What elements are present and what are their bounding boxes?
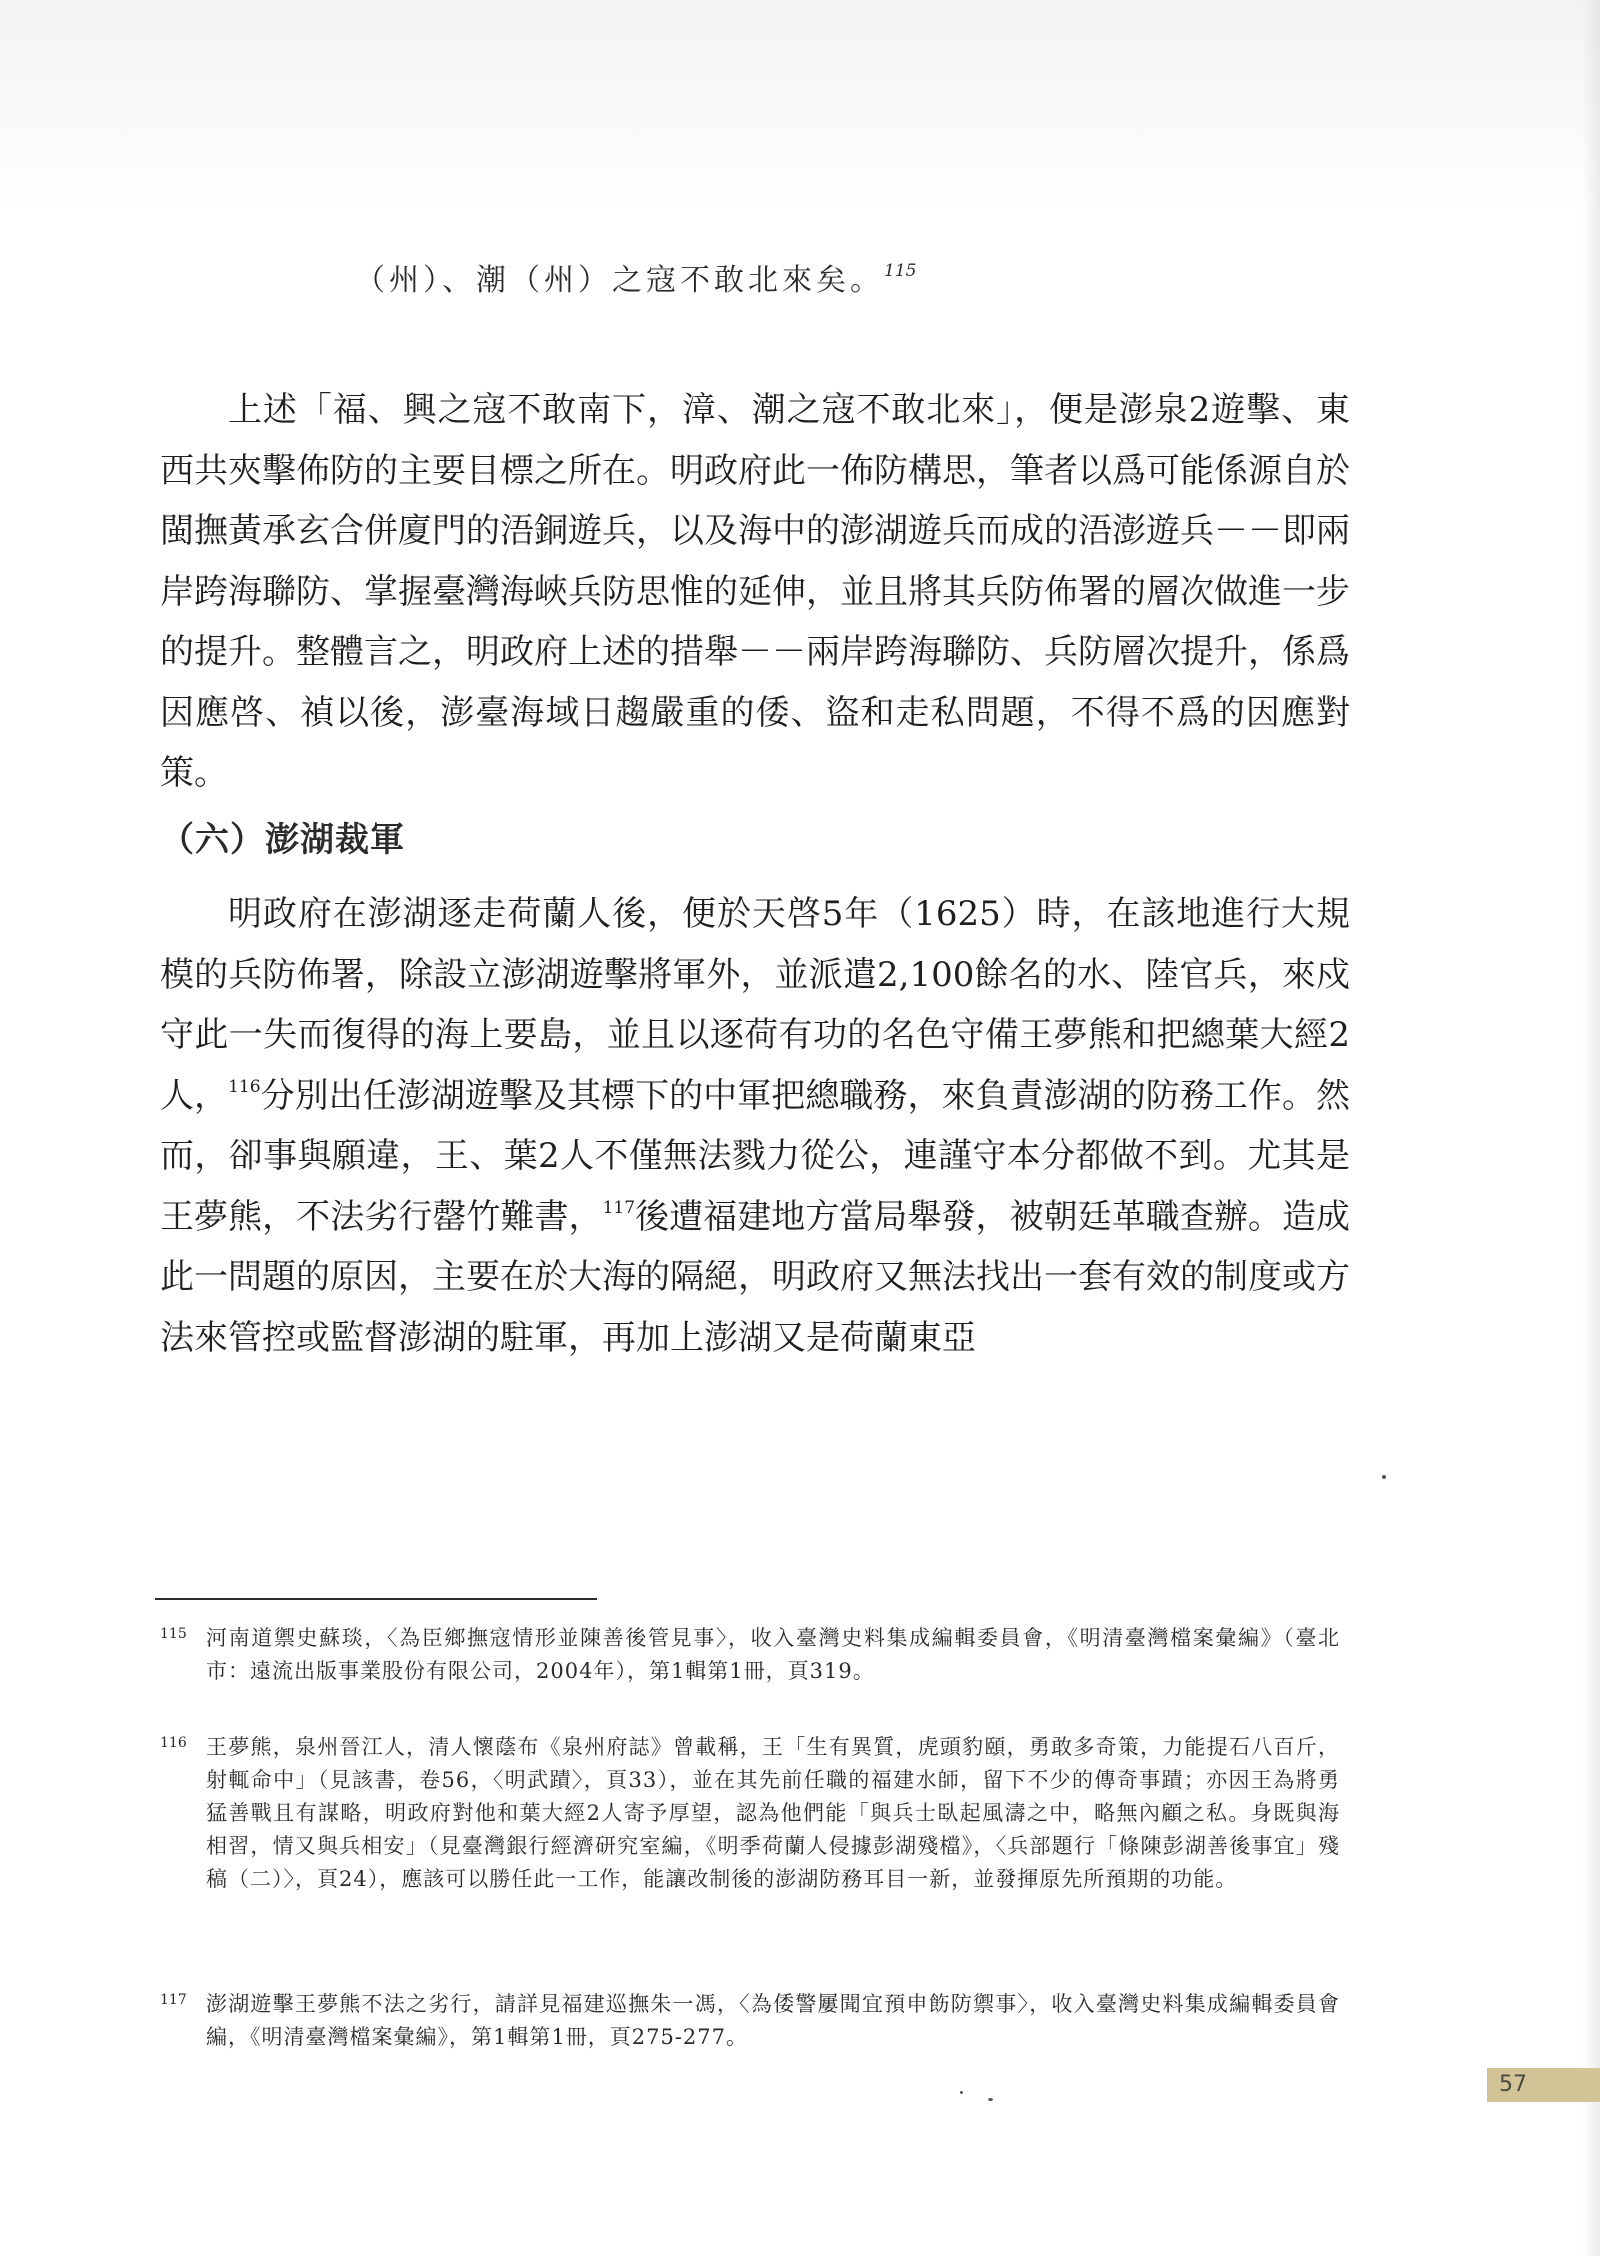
block-quote-ending xyxy=(355,255,916,299)
page-number-tab: 57 xyxy=(1487,2068,1600,2102)
footnote-115 xyxy=(160,1622,1340,1688)
body-paragraph-2 xyxy=(160,884,1350,1368)
footnote-text: 河南道禦史蘇琰，〈為臣鄉撫寇情形並陳善後管見事〉，收入臺灣史料集成編輯委員會，《明清臺灣檔案彙編》（臺北市：遠流出版事業股份有限公司，2004年），第1輯第1冊，頁319。 xyxy=(206,1626,1340,1683)
quote-text: （州）、潮（州）之寇不敢北來矣。 xyxy=(355,263,884,298)
footnote-text: 澎湖遊擊王夢熊不法之劣行，請詳見福建巡撫朱一馮，〈為倭警屢聞宜預申飭防禦事〉，收入臺灣史料集成編輯委員會編，《明清臺灣檔案彙編》，第1輯第1冊，頁275-277。 xyxy=(206,1992,1340,2049)
footnote-ref-117[interactable]: 117 xyxy=(602,1197,636,1218)
page-right-edge xyxy=(1582,0,1600,2256)
paragraph-text-2 xyxy=(160,884,1350,1368)
footnote-divider xyxy=(155,1598,597,1600)
paragraph-text: 上述「福、興之寇不敢南下，漳、潮之寇不敢北來」，便是澎泉2遊擊、東西共夾擊佈防的主要目標之所在。明政府此一佈防構思，筆者以爲可能係源自於閩撫黃承玄合併廈門的浯銅遊兵，以及海中的澎湖遊兵而成的浯澎遊兵－－即兩岸跨海聯防、掌握臺灣海峽兵防思惟的延伸，並且將其兵防佈署的層次做進一步的提升。整體言之，明政府上述的措舉－－兩岸跨海聯防、兵防層次提升，係爲因應啓、禎以後，澎臺海域日趨嚴重的倭、盜和走私問題，不得不爲的因應對策。 xyxy=(160,390,1350,793)
footnote-number: 117 xyxy=(160,1992,187,2008)
section-heading: （六）澎湖裁軍 xyxy=(160,820,405,860)
scan-speck xyxy=(988,2098,993,2101)
footnote-text: 王夢熊，泉州晉江人，清人懷蔭布《泉州府誌》曾載稱，王「生有異質，虎頭豹頤，勇敢多奇策，力能提石八百斤，射輒命中」（見該書，卷56，〈明武蹟〉，頁33），並在其先前任職的福建水師，留下不少的傳奇事蹟；亦因王為將勇猛善戰且有謀略，明政府對他和葉大經2人寄予厚望，認為他們能「與兵士臥起風濤之中，略無內顧之私。身既與海相習，情又與兵相安」（見臺灣銀行經濟研究室編，《明季荷蘭人侵據彭湖殘檔》，〈兵部題行「條陳彭湖善後事宜」殘稿（二）〉，頁24），應該可以勝任此一工作，能讓改制後的澎湖防務耳目一新，並發揮原先所預期的功能。 xyxy=(206,1735,1340,1891)
scan-speck xyxy=(1382,1475,1386,1479)
page-top-shadow xyxy=(0,0,1600,210)
paragraph-part-2: 分別出任澎湖遊擊及其標下的中軍把總職務，來負責澎湖的防務工作。然而，卻事與願違，王、葉2人不僅無法戮力從公，連謹守本分都做不到。尤其是王夢熊，不法劣行罄竹難書， xyxy=(160,1075,1351,1237)
footnote-ref-116[interactable]: 116 xyxy=(228,1076,261,1097)
paragraph-part-3: 後遭福建地方當局舉發，被朝廷革職查辦。造成此一問題的原因，主要在於大海的隔絕，明政府又無法找出一套有效的制度或方法來管控或監督澎湖的駐軍，再加上澎湖又是荷蘭東亞 xyxy=(160,1196,1351,1358)
footnote-number: 116 xyxy=(160,1735,187,1751)
body-paragraph-1 xyxy=(160,380,1350,804)
footnote-ref-115[interactable]: 115 xyxy=(884,261,917,281)
footnote-117 xyxy=(160,1988,1340,2054)
paragraph-part-1: 明政府在澎湖逐走荷蘭人後，便於天啓5年（1625）時，在該地進行大規模的兵防佈署，除設立澎湖遊擊將軍外，並派遣2,100餘名的水、陸官兵，來戍守此一失而復得的海上要島，並且以逐荷有功的名色守備王夢熊和把總葉大經2人， xyxy=(160,894,1350,1116)
scan-speck xyxy=(960,2091,963,2094)
footnote-116 xyxy=(160,1731,1340,1896)
footnote-number: 115 xyxy=(160,1626,187,1642)
